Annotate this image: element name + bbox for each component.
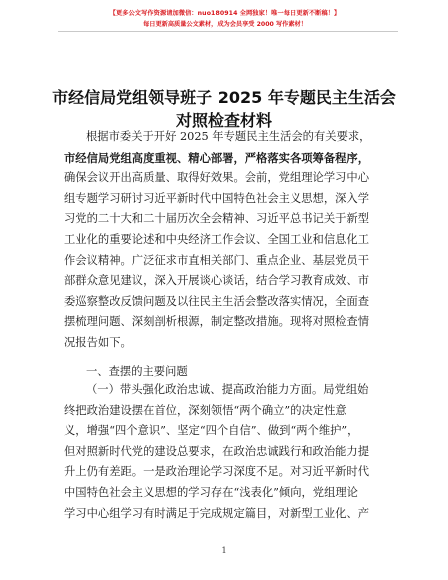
body-paragraph bbox=[64, 380, 386, 524]
intro-line: 确保会议开出高质量、取得好效果。会前，党组理论学习中心 bbox=[64, 171, 370, 185]
intro-line: 摆梳理问题、深刻剖析根源，制定整改措施。现将对照检查情 bbox=[64, 315, 370, 329]
intro-line: 习党的二十大和二十届历次全会精神、习近平总书记关于新型 bbox=[64, 212, 370, 226]
intro-line: 组专题学习研讨习近平新时代中国特色社会主义思想，深入学 bbox=[64, 191, 370, 205]
body-line: （一）带头强化政治忠诚、提高政治能力方面。局党组始 bbox=[86, 383, 369, 396]
section-heading: 一、查摆的主要问题 bbox=[86, 365, 188, 378]
body-line: 终把政治建设摆在首位，深刻领悟“两个确立”的决定性意 bbox=[64, 403, 347, 417]
intro-line: 作会议精神。广泛征求市直相关部门、重点企业、基层党员干 bbox=[64, 253, 370, 267]
intro-line: 工业化的重要论述和中央经济工作会议、全国工业和信息化工 bbox=[64, 232, 370, 246]
intro-line: 部群众意见建议，深入开展谈心谈话，结合学习教育成效、市 bbox=[64, 274, 370, 288]
body-line: 升上仍有差距。一是政治理论学习深度不足。对习近平新时代 bbox=[64, 465, 370, 479]
header-divider bbox=[58, 31, 398, 32]
intro-line: 市经信局党组高度重视、精心部署，严格落实各项筹备程序， bbox=[64, 150, 370, 165]
intro-paragraph bbox=[64, 127, 386, 354]
intro-line: 委巡察整改反馈问题及以往民主生活会整改落实情况，全面查 bbox=[64, 294, 370, 308]
promo-banner-line-2: 每日更新高质量公文素材，成为会员享受 2000 写作素材！ bbox=[143, 21, 307, 28]
body-line: 义，增强“四个意识”、坚定“四个自信”、做到“两个维护”， bbox=[64, 424, 359, 438]
body-line: 中国特色社会主义思想的学习存在“浅表化”倾向，党组理论 bbox=[64, 485, 358, 499]
document-title-line-2: 对照检查材料 bbox=[175, 111, 272, 130]
promo-banner-line-1: 【更多公文写作资源请加微信：nuo180914 全网独家！唯一每日更新不断稿！】 bbox=[109, 10, 341, 17]
page-number: 1 bbox=[221, 546, 227, 555]
intro-line: 根据市委关于开好 2025 年专题民主生活会的有关要求， bbox=[86, 130, 371, 143]
document-title-line-1: 市经信局党组领导班子 2025 年专题民主生活会 bbox=[52, 88, 396, 107]
body-line: 但对照新时代党的建设总要求，在政治忠诚践行和政治能力提 bbox=[64, 444, 370, 458]
body-line: 学习中心组学习有时满足于完成规定篇目，对新型工业化、产 bbox=[64, 506, 370, 520]
intro-line: 况报告如下。 bbox=[64, 335, 132, 349]
